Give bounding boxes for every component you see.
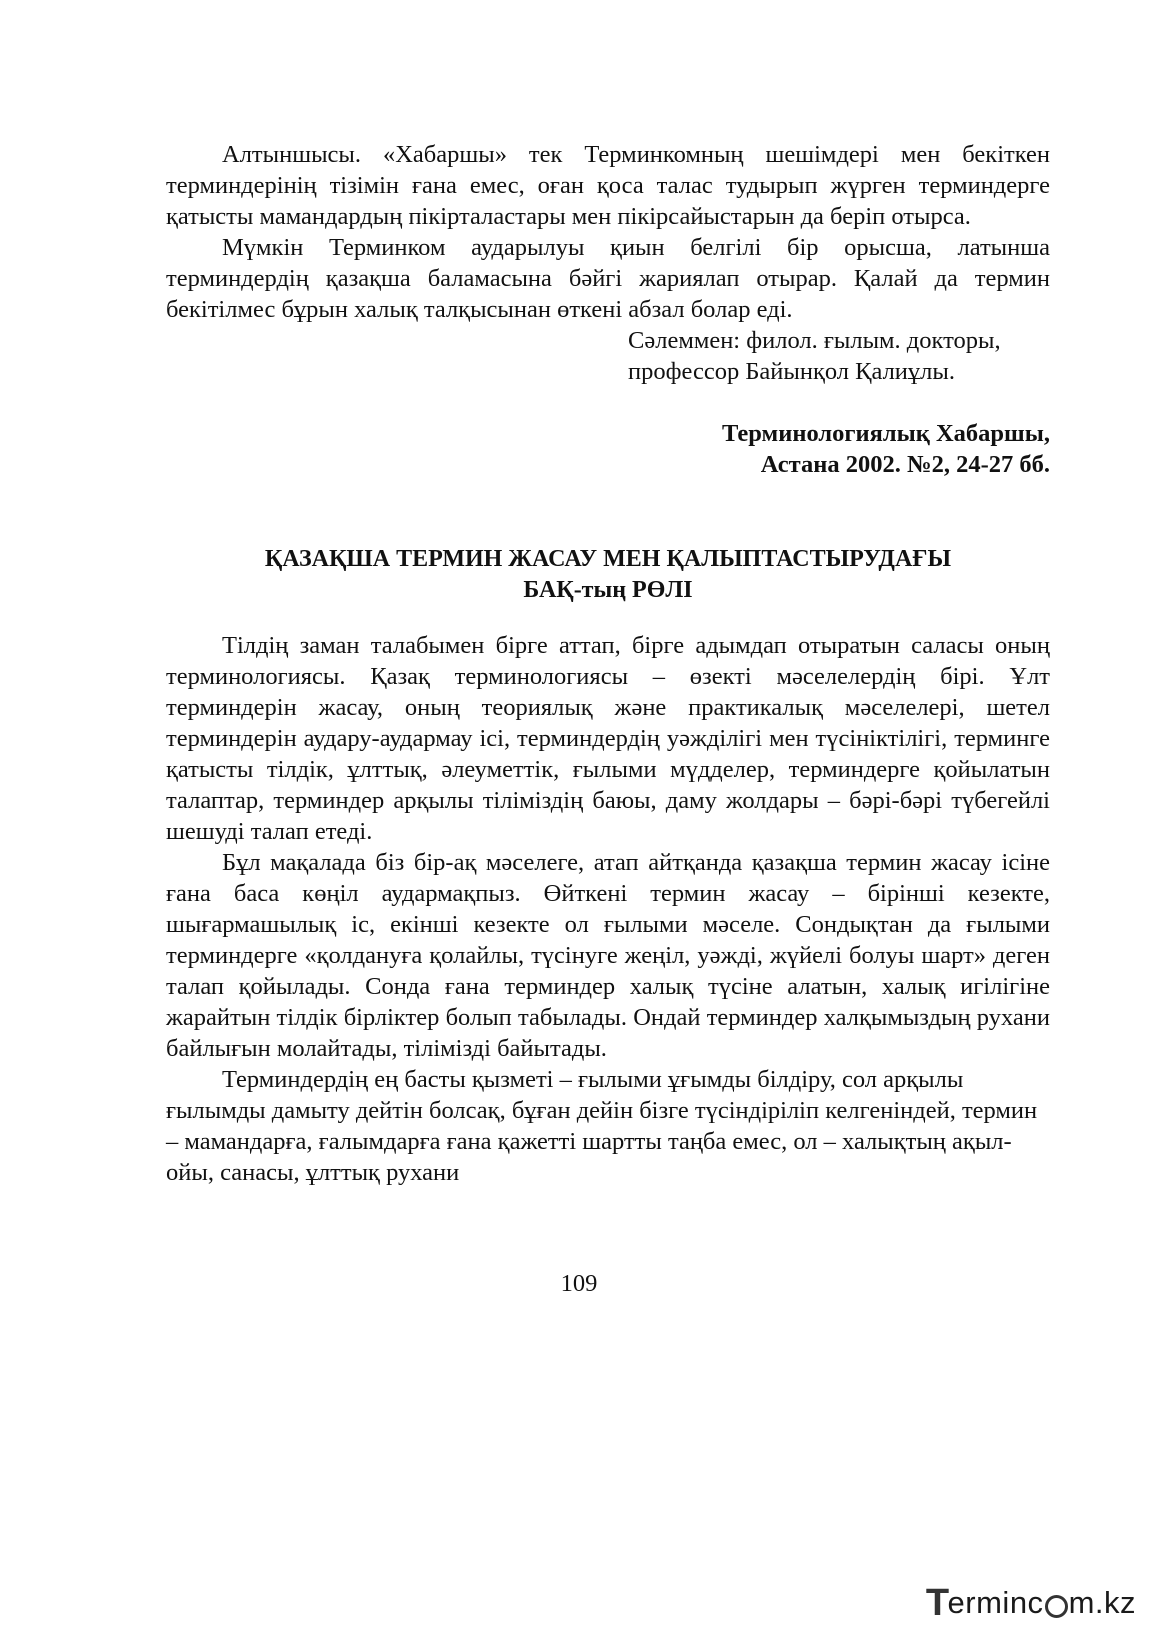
page-content (166, 139, 1050, 1188)
page-number: 109 (560, 1270, 598, 1297)
watermark-text-1: erminc (947, 1585, 1044, 1620)
paragraph-1: Алтыншысы. «Хабаршы» тек Терминкомның шешімдері мен бекіткен терминдерінің тізімін ғана емес, оған қоса талас тудырып жүрген терминдерге қатысты мамандардың пікірталастары мен пікірсайыстарын да беріп отырса. (166, 141, 1050, 230)
watermark-text-2: m.kz (1068, 1585, 1136, 1620)
signature-line-2: профессор Байынқол Қалиұлы. (628, 358, 955, 385)
paragraph-5: Терминдердің ең басты қызметі – ғылыми ұғымды білдіру, сол арқылы ғылымды дамыту дейтін болсақ, бұған дейін бізге түсіндіріліп келгеніндей, термин – мамандарға, ғалымдарға ғана қажетті шартты таңба емес, ол – халықтың ақыл-ойы, санасы, ұлттық рухани (166, 1066, 1038, 1186)
signature-line-1: Сәлеммен: филол. ғылым. докторы, (628, 327, 1001, 354)
watermark-letter-t: T (925, 1581, 950, 1624)
magnifier-icon (1045, 1595, 1068, 1618)
paragraph-4: Бұл мақалада біз бір-ақ мәселеге, атап айтқанда қазақша термин жасау ісіне ғана баса көңіл аудармақпыз. Өйткені термин жасау – бірінші кезекте, шығармашылық іс, екінші кезекте ол ғылыми мәселе. Сондықтан да ғылыми терминдерге «қолдануға қолайлы, түсінуге жеңіл, уәжді, жүйелі болуы шарт» деген талап қойылады. Сонда ғана терминдер халық түсіне алатын, халық игілігіне жарайтын тілдік бірліктер болып табылады. Ондай терминдер халқымыздың рухани байлығын молайтады, тілімізді байытады. (166, 849, 1050, 1062)
source-citation (166, 418, 1050, 480)
article-title-line-2: БАҚ-тың РӨЛІ (523, 577, 693, 603)
source-line-2: Астана 2002. №2, 24-27 бб. (760, 451, 1050, 478)
paragraph-2: Мүмкін Терминком аударылуы қиын белгілі бір орысша, латынша терминдердің қазақша баламасына бәйгі жариялап отырар. Қалай да термин бекітілмес бұрын халық талқысынан өткені абзал болар еді. (166, 234, 1050, 323)
watermark-logo (926, 1583, 1136, 1623)
article-title (166, 544, 1050, 606)
article-title-line-1: ҚАЗАҚША ТЕРМИН ЖАСАУ МЕН ҚАЛЫПТАСТЫРУДАҒЫ (264, 546, 952, 572)
source-line-1: Терминологиялық Хабаршы, (722, 420, 1050, 447)
paragraph-3: Тілдің заман талабымен бірге аттап, бірге адымдап отыратын саласы оның терминологиясы. Қазақ терминологиясы – өзекті мәселелердің бірі. Ұлт терминдерін жасау, оның теориялық және практикалық мәселелері, шетел терминдерін аудару-аудармау ісі, терминдердің уәжділігі мен түсініктілігі, терминге қатысты тілдік, ұлттық, әлеуметтік, ғылыми мүдделер, терминдерге қойылатын талаптар, терминдер арқылы тіліміздің баюы, даму жолдары – бәрі-бәрі түбегейлі шешуді талап етеді. (166, 632, 1050, 845)
signature-block (628, 325, 1050, 387)
